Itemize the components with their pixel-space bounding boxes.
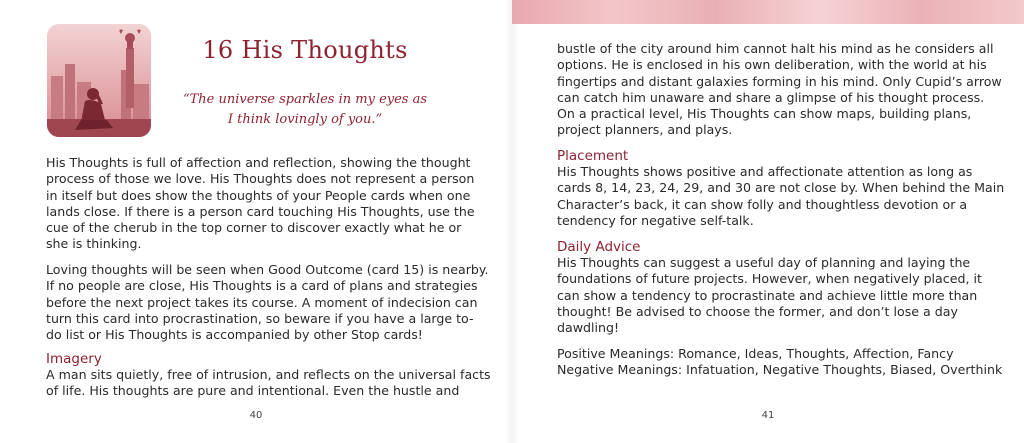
text-line: she is thinking. xyxy=(46,236,142,252)
card-title: 16 His Thoughts xyxy=(202,36,408,64)
text-line: thought! Be advised to choose the former, and don’t lose a day xyxy=(557,303,958,319)
card-quote xyxy=(175,90,435,130)
text-line: dawdling! xyxy=(557,320,620,336)
page-number-left: 40 xyxy=(249,410,263,421)
text-line: project planners, and plays. xyxy=(557,122,733,138)
text-line: Character’s back, it can show folly and thoughtless devotion or a xyxy=(557,196,968,212)
quote-line: “The universe sparkles in my eyes as xyxy=(182,92,428,107)
quote-line: I think lovingly of you.” xyxy=(227,112,383,127)
text-line: process of those we love. His Thoughts does not represent a person xyxy=(46,171,475,187)
text-line: fingertips and distant galaxies forming in his mind. Only Cupid’s arrow xyxy=(557,73,1002,89)
text-line: options. He is enclosed in his own deliberation, with the world at his xyxy=(557,57,987,73)
meanings-list xyxy=(557,346,1002,379)
daily-advice-heading: Daily Advice xyxy=(557,239,641,255)
text-line: His Thoughts shows positive and affectionate attention as long as xyxy=(557,164,973,179)
text-line: cue of the cherub in the top corner to discover exactly what he or xyxy=(46,220,462,236)
negative-meanings: Negative Meanings: Infatuation, Negative Thoughts, Biased, Overthink xyxy=(557,362,1003,378)
text-line: before the next project takes its course. A moment of indecision can xyxy=(46,294,478,310)
text-line: tendency for negative self-talk. xyxy=(557,212,754,228)
text-line: do list or His Thoughts is accompanied by other Stop cards! xyxy=(46,327,423,343)
card-image xyxy=(47,24,151,137)
imagery-paragraph xyxy=(46,367,491,400)
text-line: of life. His thoughts are pure and intentional. Even the hustle and xyxy=(46,383,460,399)
placement-heading: Placement xyxy=(557,148,629,164)
text-line: can catch him unaware and share a glimpse of his thought process. xyxy=(557,89,985,105)
text-line: A man sits quietly, free of intrusion, and reflects on the universal facts xyxy=(46,367,491,382)
intro-paragraph xyxy=(46,155,475,253)
text-line: If no people are close, His Thoughts is a card of plans and strategies xyxy=(46,278,478,294)
daily-advice-paragraph xyxy=(557,255,982,336)
text-line: turn this card into procrastination, so beware if you have a large to- xyxy=(46,310,474,326)
text-line: foundations of future projects. However, when negatively placed, it xyxy=(557,271,982,287)
text-line: can show a tendency to procrastinate and achieve little more than xyxy=(557,287,978,303)
text-line: lands close. If there is a person card touching His Thoughts, use the xyxy=(46,203,475,219)
imagery-heading: Imagery xyxy=(46,351,102,367)
text-line: bustle of the city around him cannot halt his mind as he considers all xyxy=(557,41,994,56)
second-paragraph xyxy=(46,262,489,343)
decorative-top-band xyxy=(512,0,1024,24)
positive-meanings: Positive Meanings: Romance, Ideas, Thoughts, Affection, Fancy xyxy=(557,346,954,361)
text-line: Loving thoughts will be seen when Good Outcome (card 15) is nearby. xyxy=(46,262,489,277)
text-line: in itself but does show the thoughts of your People cards when one xyxy=(46,187,471,203)
text-line: cards 8, 14, 23, 24, 29, and 30 are not close by. When behind the Main xyxy=(557,180,1005,196)
text-line: On a practical level, His Thoughts can show maps, building plans, xyxy=(557,106,972,122)
page-number-right: 41 xyxy=(761,410,775,421)
text-line: His Thoughts is full of affection and reflection, showing the thought xyxy=(46,155,471,170)
imagery-continued-paragraph xyxy=(557,41,1002,139)
placement-paragraph xyxy=(557,164,1004,229)
right-page xyxy=(512,0,1024,443)
cupid-and-thinker-card-image xyxy=(47,24,151,137)
text-line: His Thoughts can suggest a useful day of planning and laying the xyxy=(557,255,971,270)
